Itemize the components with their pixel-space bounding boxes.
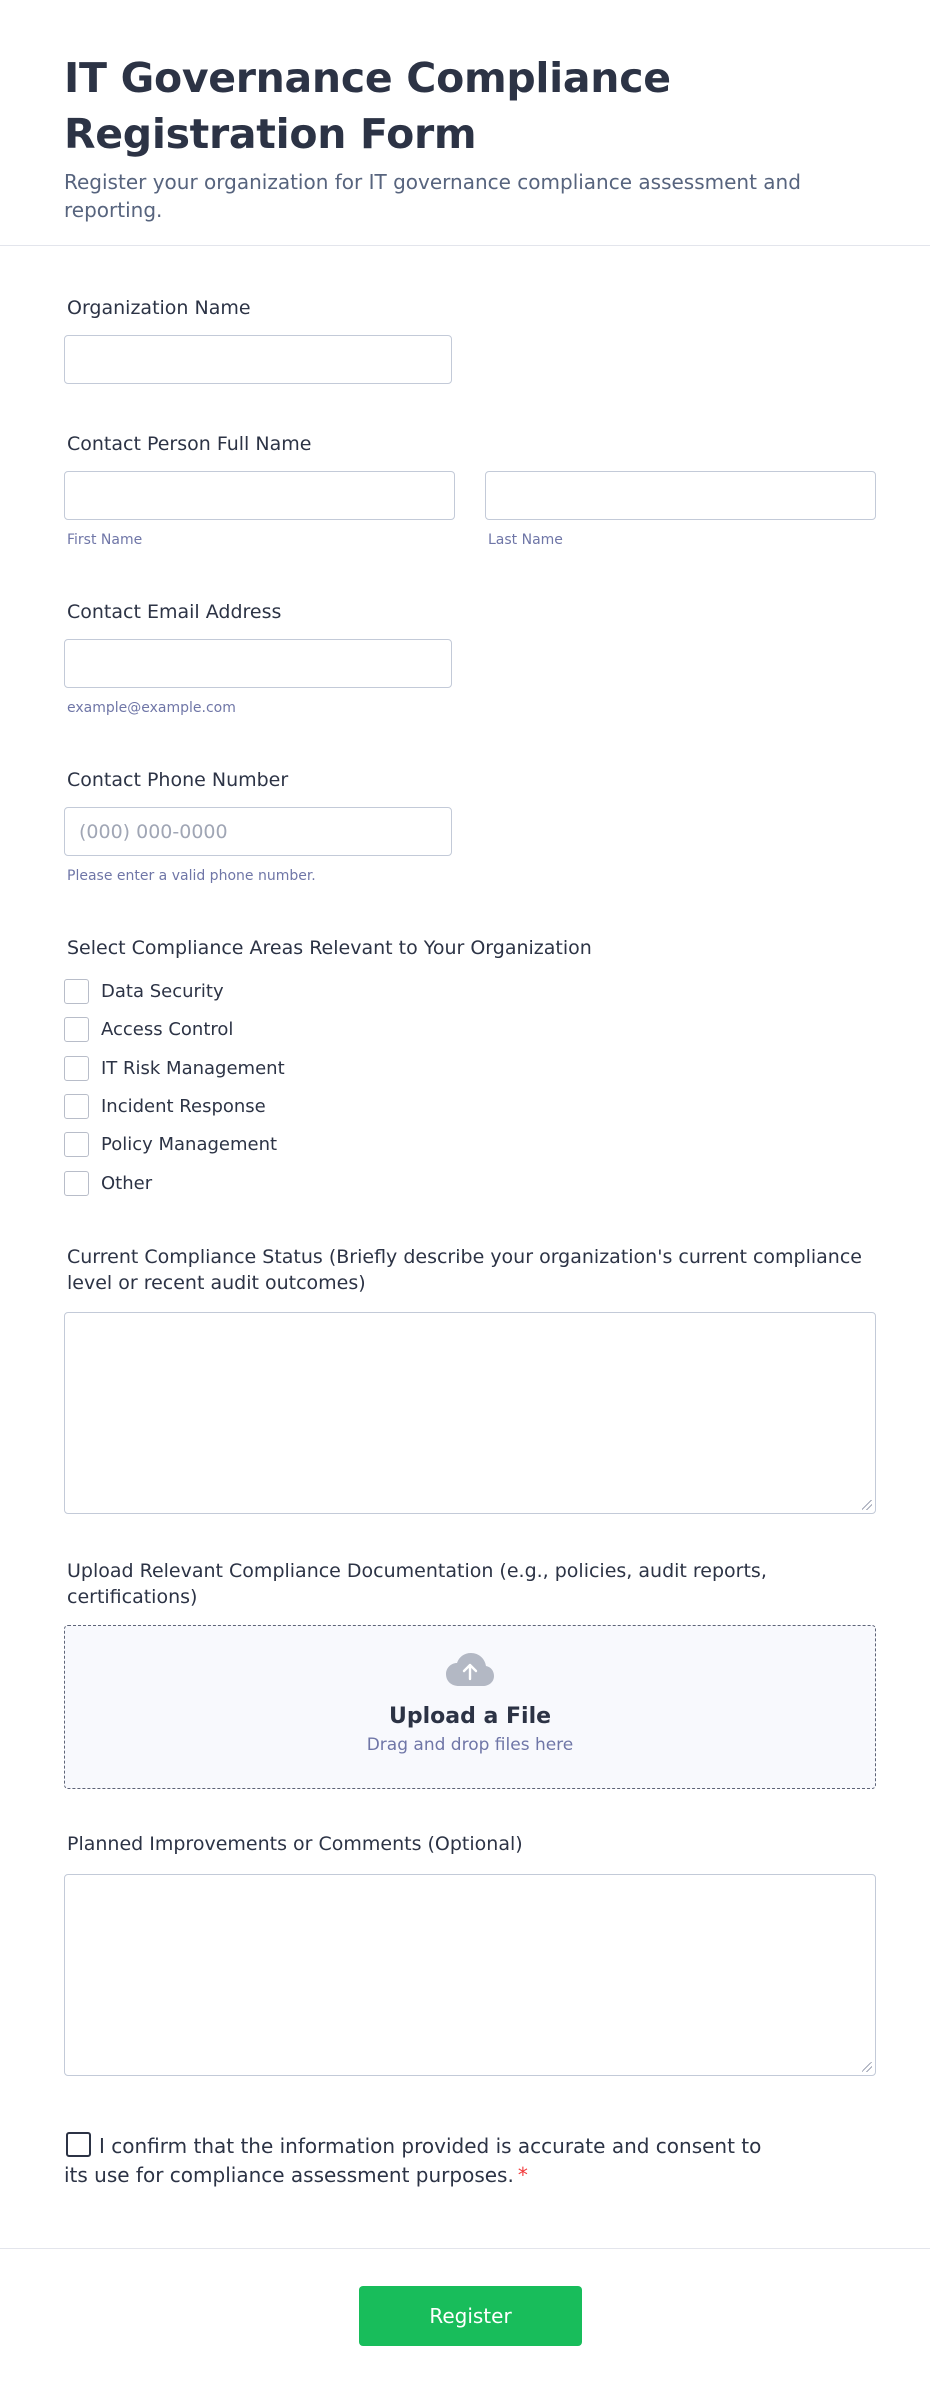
checkbox-incident-response[interactable]	[64, 1091, 266, 1121]
form-header	[0, 0, 930, 246]
phone-input[interactable]	[64, 807, 452, 856]
phone-sublabel: Please enter a valid phone number.	[67, 868, 316, 884]
resize-handle-icon[interactable]	[862, 2062, 872, 2072]
email-input[interactable]	[64, 639, 452, 688]
consent-text: I confirm that the information provided is accurate and consent to its use for compliance assessment purposes.	[64, 2134, 762, 2187]
comments-textarea[interactable]	[64, 1874, 876, 2076]
compliance-status-textarea[interactable]	[64, 1312, 876, 1514]
checkbox-it-risk-management[interactable]	[64, 1053, 285, 1083]
first-name-sublabel: First Name	[67, 532, 143, 548]
compliance-areas-field	[64, 936, 876, 961]
upload-dropzone[interactable]	[64, 1625, 876, 1789]
checkbox-label: Access Control	[101, 1018, 234, 1040]
checkbox-access-control[interactable]	[64, 1014, 233, 1044]
contact-name-field	[64, 432, 876, 551]
checkbox-box[interactable]	[64, 1017, 89, 1042]
required-marker: *	[517, 2163, 528, 2187]
footer-divider	[0, 2248, 930, 2249]
contact-name-label: Contact Person Full Name	[67, 433, 312, 455]
consent-checkbox[interactable]	[66, 2132, 91, 2157]
compliance-status-label: Current Compliance Status (Briefly describe your organization's current compliance level or recent audit outcomes)	[67, 1246, 862, 1294]
checkbox-box[interactable]	[64, 1056, 89, 1081]
upload-button-label[interactable]: Upload a File	[388, 1704, 552, 1729]
cloud-upload-icon	[445, 1652, 495, 1688]
last-name-input[interactable]	[485, 471, 876, 520]
comments-field	[64, 1832, 876, 1857]
upload-label: Upload Relevant Compliance Documentation (e.g., policies, audit reports, certifications)	[67, 1560, 767, 1608]
phone-label: Contact Phone Number	[67, 769, 289, 791]
page-title: IT Governance Compliance Registration Form	[64, 54, 671, 158]
checkbox-label: Data Security	[101, 980, 224, 1002]
compliance-areas-label: Select Compliance Areas Relevant to Your Organization	[67, 937, 592, 959]
checkbox-other[interactable]	[64, 1168, 152, 1198]
checkbox-box[interactable]	[64, 1132, 89, 1157]
email-field	[64, 600, 876, 716]
organization-label: Organization Name	[67, 297, 251, 319]
compliance-status-field	[64, 1244, 876, 1296]
contact-name-inputs	[64, 471, 876, 551]
checkbox-policy-management[interactable]	[64, 1129, 277, 1159]
checkbox-label: IT Risk Management	[101, 1057, 285, 1079]
checkbox-box[interactable]	[64, 1171, 89, 1196]
resize-handle-icon[interactable]	[862, 1500, 872, 1510]
checkbox-data-security[interactable]	[64, 976, 224, 1006]
consent-field	[64, 2132, 784, 2190]
register-button[interactable]: Register	[359, 2286, 582, 2346]
checkbox-box[interactable]	[64, 979, 89, 1004]
checkbox-box[interactable]	[64, 1094, 89, 1119]
phone-field	[64, 768, 876, 884]
organization-field	[64, 296, 876, 384]
checkbox-label: Incident Response	[101, 1095, 266, 1117]
upload-hint: Drag and drop files here	[366, 1735, 574, 1755]
email-sublabel: example@example.com	[67, 700, 236, 716]
last-name-sublabel: Last Name	[488, 532, 563, 548]
email-label: Contact Email Address	[67, 601, 282, 623]
checkbox-label: Policy Management	[101, 1133, 278, 1155]
first-name-input[interactable]	[64, 471, 455, 520]
organization-input[interactable]	[64, 335, 452, 384]
checkbox-label: Other	[101, 1172, 153, 1194]
page-subtitle: Register your organization for IT governance compliance assessment and reporting.	[64, 170, 801, 222]
upload-field	[64, 1558, 876, 1610]
comments-label: Planned Improvements or Comments (Optional)	[67, 1833, 523, 1855]
